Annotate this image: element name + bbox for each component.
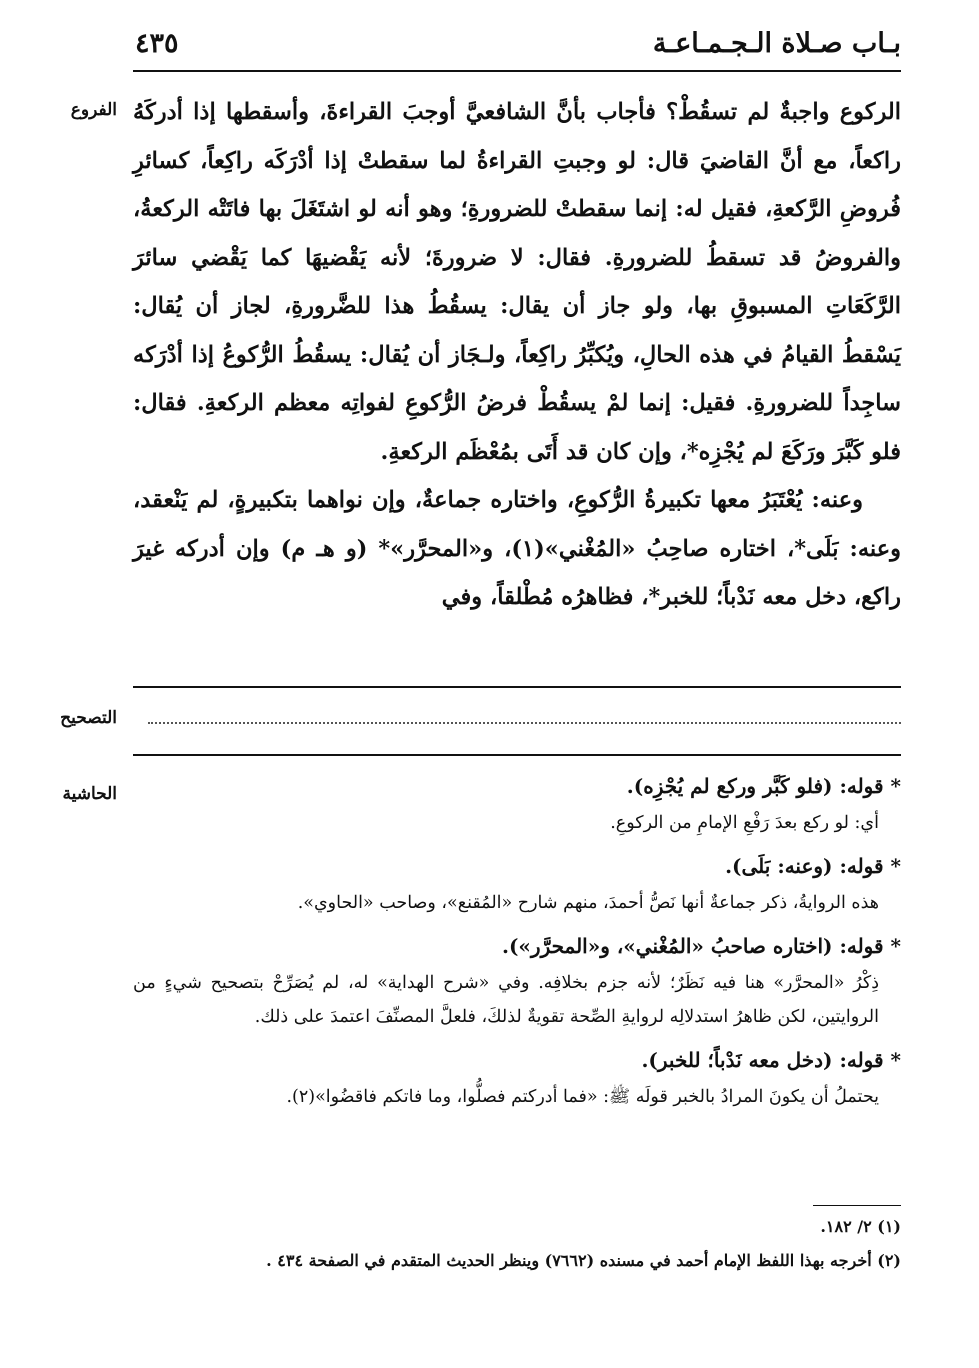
note-heading: * قوله: (فلو كَبَّر وركع لم يُجْزِه). [626,774,901,798]
note-heading: * قوله: (اختاره صاحبُ «المُغْني»، و«المحرَّر»). [501,934,901,958]
note-body: أي: لو ركع بعدَ رَفْعِ الإمامِ من الركوعِ. [610,813,879,833]
note-heading: * قوله: (وعنه: بَلَى). [725,854,901,878]
header-rule [133,70,901,72]
footnote: (٢) أخرجه بهذا اللفظ الإمام أحمد في مسنده (٧٦٦٢) وينظر الحديث المتقدم في الصفحة ٤٣٤ . [266,1251,901,1270]
section-rule [133,686,901,688]
main-text-block [133,88,901,622]
note-heading: * قوله: (دخل معه نَدْباً؛ للخبر). [641,1048,901,1072]
side-label-furoo: الفروع [70,100,117,120]
side-label-tashih: التصحيح [60,708,117,728]
section-rule [133,754,901,756]
note-body: هذه الروايةُ، ذكر جماعةٌ أنها نَصُّ أحمدَ، منهم شارح «المُقنع»، وصاحب «الحاوي». [297,893,879,913]
page-number: ٤٣٥ [135,28,179,59]
note-body: ذِكْرُ «المحرَّر» هنا فيه نَظَرٌ؛ لأنه جزم بخلافِه. وفي «شرح الهداية» له، لم يُصَرِّحْ بتصحيح شيءٍ من الروايتين، لكن ظاهرُ استدلالِه لروايةِ الصِّحة تقويةٌ لذلكَ، فلعلَّ المصنِّفَ اعتمدَ على ذلك. [133,973,879,1027]
footnote: (١) ٢/ ١٨٢. [820,1217,901,1236]
side-label-hashiya: الحاشية [62,784,117,804]
footnote-rule [813,1205,901,1206]
main-paragraph: الركوع واجبةٌ لم تسقُطْ؟ فأجاب بأنَّ الشافعيَّ أوجبَ القراءةَ، وأسقطها إذا أدركَهُ راكعاً، مع أنَّ القاضيَ قال: لو وجبتِ القراءةُ لما سقطتْ إذا أدْرَكَه راكِعاً، كسائرِ فُروضِ الرَّكعةِ، فقيل له: إنما سقطتْ للضرورةِ؛ وهو أنه لو اشتَغَلَ بها فاتَتْه الركعةُ، والفروضُ قد تسقطُ للضرورةِ. فقال: لا ضرورةَ؛ لأنه يَقْضيهَا كما يَقْضي سائرَ الرَّكَعَاتِ المسبوقِ بها، ولو جاز أن يقال: يسقُطُ هذا للضَّرورةِ، لجاز أن يُقال: يَسْقطُ القيامُ في هذه الحالِ، ويُكبِّرُ راكِعاً، ولـجَاز أن يُقال: يسقُطُ الرُّكوعُ إذا أدْرَكه ساجِداً للضرورةِ. فقيل: إنما لمْ يسقُطْ فرضُ الرُّكوعِ لفواتِه معظم الركعةِ. فقال: فلو كَبَّرَ ورَكَعَ لم يُجْزِه*، وإن كان قد أَتَى بمُعْظَم الركعةِ. [133,99,901,465]
running-header-title: بـاب صـلاة الـجـمـاعـة [652,28,901,59]
footnotes [133,1210,901,1278]
main-paragraph: وعنه: يُعْتَبَرُ معها تكبيرةُ الرُّكوعِ، واختاره جماعةٌ، وإن نواهما بتكبيرةٍ، لم يَنْعقد، وعنه: بَلَى*، اختاره صاحِبُ «المُغْني»(١)، و«المحرَّر»* (و هـ م) وإن أدركه غيرَ راكع، دخل معه نَدْباً؛ للخبر*، فظاهرُه مُطْلقاً، وفي [133,487,902,610]
tashih-dotted-line [148,722,901,724]
note-body: يحتملُ أن يكونَ المرادُ بالخبر قولَه ﷺ: «فما أدركتم فصلُّوا، وما فاتكم فاقضُوا»(٢). [286,1087,879,1107]
hashiya-notes [133,770,901,1124]
